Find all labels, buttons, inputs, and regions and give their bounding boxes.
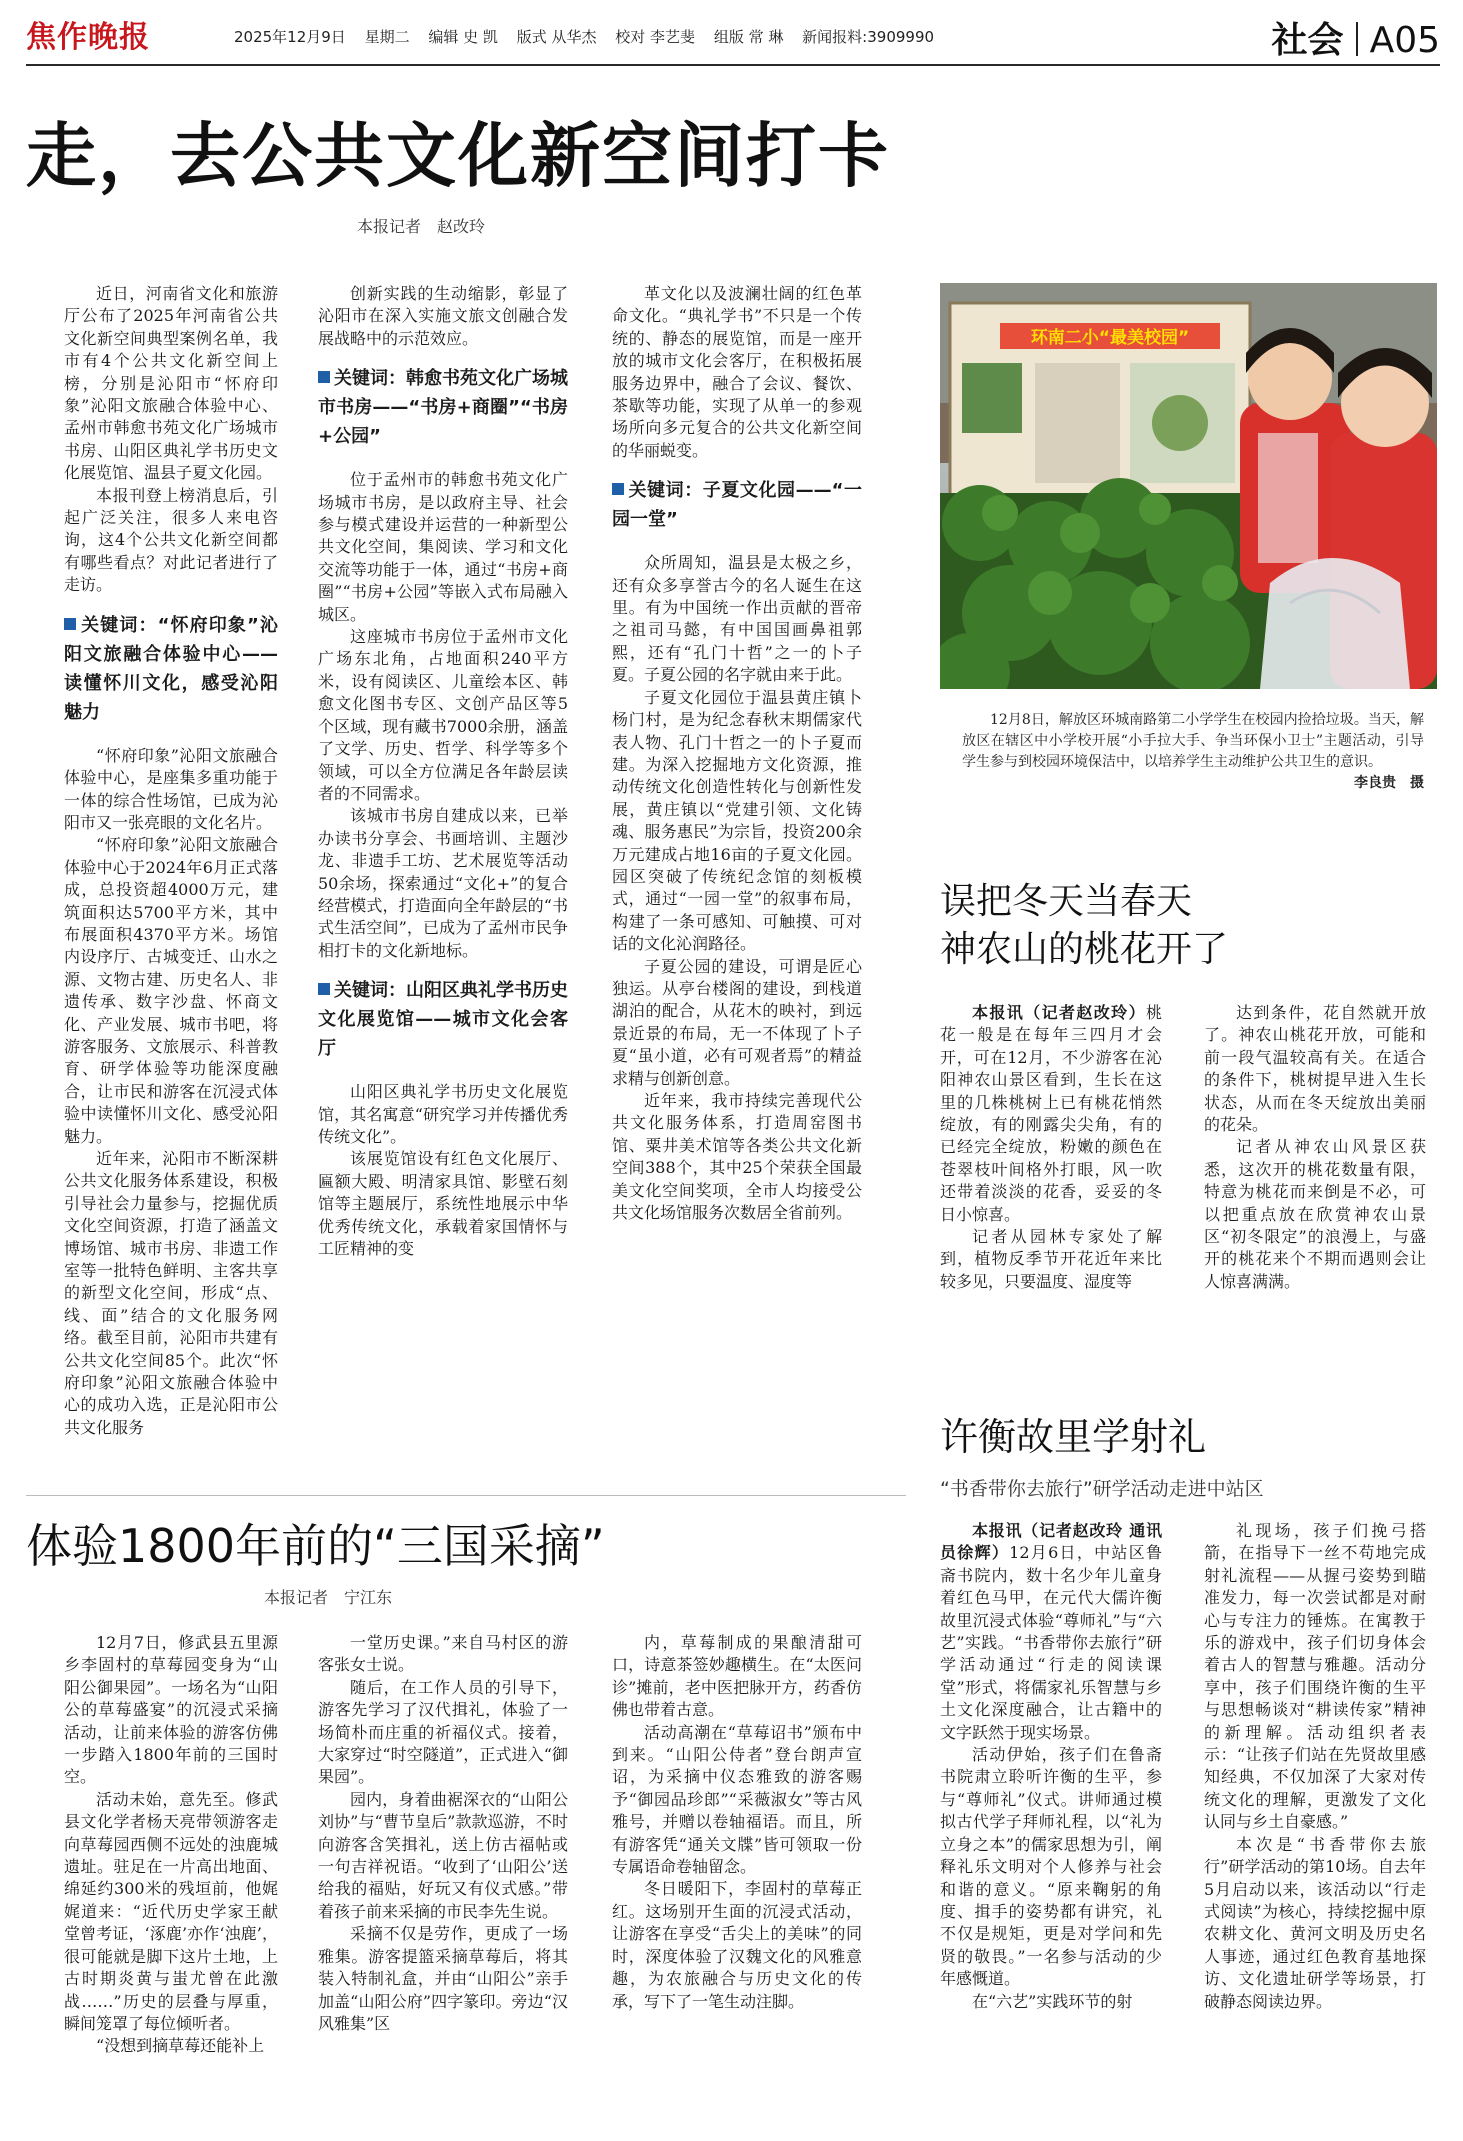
paragraph: 礼现场，孩子们挽弓搭箭，在指导下一丝不苟地完成射礼流程——从握弓姿势到瞄准发力，每一次尝试都是对耐心与专注力的锤炼。在寓教于乐的游戏中，孩子们切身体会着古人的智慧与雅趣。活动分享中，孩子们围绕许衡的生平与思想畅谈对“耕读传家”精神的新理解。活动组织者表示：“让孩子们站在先贤故里感知经典，不仅加深了大家对传统文化的理解，更激发了文化认同与乡土自豪感。”	[1204, 1521, 1426, 1832]
section-name: 社会	[1271, 20, 1344, 61]
keyword-square-icon	[318, 371, 330, 383]
paragraph: 园内，身着曲裾深衣的“山阳公刘协”与“曹节皇后”款款巡游，不时向游客含笑揖礼，送上仿古福帖或一句吉祥祝语。“收到了‘山阳公’送给我的福贴，好玩又有仪式感。”带着孩子前来采摘的市民李先生说。	[318, 1789, 568, 1921]
paragraph: 子夏公园的建设，可谓是匠心独运。从亭台楼阁的建设，到栈道湖泊的配合，从花木的映衬，到远景近景的布局，无一不体现了卜子夏“虽小道，必有可观者焉”的精益求精与创新创意。	[612, 956, 862, 1088]
headline-line: 神农山的桃花开了	[940, 929, 1229, 970]
page-number: A05	[1369, 20, 1440, 61]
paragraph: 本报讯（记者赵改玲）桃花一般是在每年三四月才会开，可在12月，不少游客在沁阳神农山景区看到，生长在这里的几株桃树上已有桃花悄然绽放，有的刚露尖尖角，有的已经完全绽放，粉嫩的颜色在苍翠枝叶间格外打眼，风一吹还带着淡淡的花香，妥妥的冬日小惊喜。	[940, 1003, 1162, 1224]
article2-headline	[940, 878, 1228, 974]
caption-text: 12月8日，解放区环城南路第二小学学生在校园内捡拾垃圾。当天，解放区在辖区中小学校开展“小手拉大手、争当环保小卫士”主题活动，引导学生参与到校园环境保洁中，以培养学生主动维护公共卫生的意识。	[962, 712, 1424, 770]
paragraph: 本报刊登上榜消息后，引起广泛关注，很多人来电咨询，这4个公共文化新空间都有哪些看点？对此记者进行了走访。	[64, 485, 278, 595]
paragraph: 众所周知，温县是太极之乡，还有众多享誉古今的名人诞生在这里。有为中国统一作出贡献的晋帝之祖司马懿，有中国国画鼻祖郭熙，还有“孔门十哲”之一的卜子夏。子夏公园的名字就由来于此。	[612, 553, 862, 685]
headline-line: 误把冬天当春天	[940, 881, 1193, 922]
paragraph: 山阳区典礼学书历史文化展览馆，其名寓意“研究学习并传播优秀传统文化”。	[318, 1082, 568, 1146]
article4-subtitle: “书香带你去旅行”研学活动走进中站区	[940, 1478, 1264, 1500]
photo-caption	[962, 710, 1424, 794]
article1-column-2	[318, 283, 568, 1463]
keyword-heading: 关键词：子夏文化园——“一园一堂”	[612, 480, 862, 531]
article3-column-1	[64, 1632, 278, 2132]
paragraph: 达到条件，花自然就开放了。神农山桃花开放，可能和前一段气温较高有关。在适合的条件下，桃树提早进入生长状态，从而在冬天绽放出美丽的花朵。	[1204, 1003, 1426, 1135]
paper-logo: 焦作晚报	[26, 20, 150, 55]
article2-column-1	[940, 1002, 1162, 1332]
photo-sign-text: 环南二小“最美校园”	[1030, 328, 1190, 348]
paragraph: 近日，河南省文化和旅游厅公布了2025年河南省公共文化新空间典型案例名单，我市有4个公共文化新空间上榜，分别是沁阳市“怀府印象”沁阳文旅融合体验中心、孟州市韩愈书苑文化广场城市书房、山阳区典礼学书历史文化展览馆、温县子夏文化园。	[64, 284, 278, 483]
keyword-heading: 关键词：“怀府印象”沁阳文旅融合体验中心——读懂怀川文化，感受沁阳魅力	[64, 614, 278, 723]
paragraph: 记者从神农山风景区获悉，这次开的桃花数量有限，特意为桃花而来倒是不必，可以把重点放在欣赏神农山景区“初冬限定”的浪漫上，与盛开的桃花来个不期而遇则会让人惊喜满满。	[1204, 1137, 1426, 1291]
article1-headline: 走，去公共文化新空间打卡	[26, 115, 890, 197]
article3-column-2	[318, 1632, 568, 2132]
photo-credit: 李良贵 摄	[1354, 775, 1424, 791]
students-picking-litter-photo	[940, 283, 1437, 689]
paragraph: 内，草莓制成的果酿清甜可口，诗意茶签妙趣横生。在“太医问诊”摊前，老中医把脉开方，药香仿佛也带着古意。	[612, 1633, 862, 1720]
article4-column-2	[1204, 1520, 1426, 2132]
paragraph: 活动高潮在“草莓诏书”颁布中到来。“山阳公侍者”登台朗声宣诏，为采摘中仪态雅致的游客赐予“御园品珍郎”“采薇淑女”等古风雅号，并赠以卷轴福语。而且，所有游客凭“通关文牒”皆可领取一份专属语命卷轴留念。	[612, 1722, 862, 1877]
article2-column-2	[1204, 1002, 1426, 1332]
paragraph: 活动未始，意先至。修武县文化学者杨天亮带领游客走向草莓园西侧不远处的浊鹿城遗址。驻足在一片高出地面、绵延约300米的残垣前，他娓娓道来：“近代历史学家王献堂曾考证，‘涿鹿’亦作‘浊鹿’，很可能就是脚下这片土地，上古时期炎黄与蚩尤曾在此激战……”历史的层叠与厚重，瞬间笼罩了每位倾听者。	[64, 1789, 278, 2033]
paragraph: 12月7日，修武县五里源乡李固村的草莓园变身为“山阳公御果园”。一场名为“山阳公的草莓盛宴”的沉浸式采摘活动，让前来体验的游客仿佛一步踏入1800年前的三国时空。	[64, 1633, 278, 1787]
paragraph: 近年来，我市持续完善现代公共文化服务体系，打造周窑图书馆、粟井美术馆等各类公共文化新空间388个，其中25个荣获全国最美文化空间奖项，全市人均接受公共文化场馆服务次数居全省前列。	[612, 1091, 862, 1223]
keyword-square-icon	[318, 983, 330, 995]
paragraph: 革文化以及波澜壮阔的红色革命文化。“典礼学书”不只是一个传统的、静态的展览馆，而是一座开放的城市文化会客厅，在积极拓展服务边界中，融合了会议、餐饮、茶歇等功能，实现了从单一的参观场所向多元复合的公共文化新空间的华丽蜕变。	[612, 284, 862, 460]
paragraph: 一堂历史课。”来自马村区的游客张女士说。	[318, 1633, 568, 1675]
keyword-heading: 关键词：韩愈书苑文化广场城市书房——“书房+商圈”“书房+公园”	[318, 368, 568, 448]
proof-credit: 校对 李艺斐	[615, 28, 696, 46]
article1-byline: 本报记者 赵改玲	[357, 217, 486, 236]
keyword-square-icon	[64, 618, 76, 630]
section-label	[1272, 12, 1440, 63]
issue-date: 2025年12月9日	[234, 28, 346, 46]
article4-column-1	[940, 1520, 1162, 2132]
paragraph: 活动伊始，孩子们在鲁斋书院肃立聆听许衡的生平，参与“尊师礼”仪式。讲师通过模拟古代学子拜师礼程，以“礼为立身之本”的儒家思想为引，阐释礼乐文明对个人修养与社会和谐的意义。“原来鞠躬的角度、揖手的姿势都有讲究，礼不仅是规矩，更是对学问和先贤的敬畏。”一名参与活动的少年感慨道。	[940, 1745, 1162, 1989]
paragraph: 位于孟州市的韩愈书苑文化广场城市书房，是以政府主导、社会参与模式建设并运营的一种新型公共文化空间，集阅读、学习和文化交流等功能于一体，通过“书房+商圈”“书房+公园”等嵌入式布局融入城区。	[318, 470, 568, 624]
paragraph: 子夏文化园位于温县黄庄镇卜杨门村，是为纪念春秋末期儒家代表人物、孔门十哲之一的卜子夏而建。为深入挖掘地方文化资源，推动传统文化创造性转化与创新性发展，黄庄镇以“党建引领、文化铸魂、服务惠民”为宗旨，投资200余万元建成占地16亩的子夏文化园。园区突破了传统纪念馆的刻板模式，通过“一园一堂”的叙事布局，构建了一条可感知、可触摸、可对话的文化沁润路径。	[612, 687, 862, 954]
typeset-credit: 组版 常 琳	[713, 28, 784, 46]
paragraph: 冬日暖阳下，李固村的草莓正红。这场别开生面的沉浸式活动，让游客在享受“舌尖上的美味”的同时，深度体验了汉魏文化的风雅意趣，为农旅融合与历史文化的传承，写下了一笔生动注脚。	[612, 1879, 862, 2011]
paragraph: 采摘不仅是劳作，更成了一场雅集。游客提篮采摘草莓后，将其装入特制礼盒，并由“山阳公”亲手加盖“山阳公府”四字篆印。旁边“汉风雅集”区	[318, 1924, 568, 2033]
paragraph: “怀府印象”沁阳文旅融合体验中心于2024年6月正式落成，总投资超4000万元，建筑面积达5700平方米，其中布展面积4370平方米。场馆内设序厅、古城变迁、山水之源、文物古建、历史名人、非遗传承、数字沙盘、怀商文化、产业发展、城市书吧，将游客服务、文旅展示、科普教育、研学体验等功能深度融合，让市民和游客在沉浸式体验中读懂怀川文化、感受沁阳魅力。	[64, 835, 278, 1146]
issue-meta	[234, 26, 948, 47]
layout-credit: 版式 从华杰	[516, 28, 597, 46]
keyword-heading: 关键词：山阳区典礼学书历史文化展览馆——城市文化会客厅	[318, 980, 568, 1060]
paragraph: 在“六艺”实践环节的射	[972, 1991, 1133, 2011]
paragraph: 近年来，沁阳市不断深耕公共文化服务体系建设，积极引导社会力量参与，挖掘优质文化空间资源，打造了涵盖文博场馆、城市书房、非遗工作室等一批特色鲜明、主客共享的新型文化空间，形成“点、线、面”结合的文化服务网络。截至目前，沁阳市共建有公共文化空间85个。此次“怀府印象”沁阳文旅融合体验中心的成功入选，正是沁阳市公共文化服务	[64, 1149, 278, 1437]
paragraph: 本次是“书香带你去旅行”研学活动的第10场。自去年5月启动以来，该活动以“行走式阅读”为核心，持续挖掘中原农耕文化、黄河文明及历史名人事迹，通过红色教育基地探访、文化遗址研学等场景，打破静态阅读边界。	[1204, 1834, 1426, 2011]
paragraph: 本报讯（记者赵改玲 通讯员徐辉）12月6日，中站区鲁斋书院内，数十名少年儿童身着红色马甲，在元代大儒许衡故里沉浸式体验“尊师礼”与“六艺”实践。“书香带你去旅行”研学活动通过“行走的阅读课堂”形式，将儒家礼乐智慧与乡土文化深度融合，让古籍中的文字跃然于现实场景。	[940, 1521, 1162, 1742]
paragraph: “没想到摘草莓还能补上	[96, 2036, 265, 2056]
article4-headline: 许衡故里学射礼	[940, 1415, 1207, 1459]
paragraph: “怀府印象”沁阳文旅融合体验中心，是座集多重功能于一体的综合性场馆，已成为沁阳市又一张亮眼的文化名片。	[64, 745, 278, 832]
article3-headline: 体验1800年前的“三国采摘”	[26, 1519, 605, 1573]
keyword-square-icon	[612, 483, 624, 495]
article1-column-1	[64, 283, 278, 1463]
paragraph: 创新实践的生动缩影，彰显了沁阳市在深入实施文旅文创融合发展战略中的示范效应。	[318, 284, 568, 348]
paragraph: 随后，在工作人员的引导下，游客先学习了汉代揖礼，体验了一场简朴而庄重的祈福仪式。接着，大家穿过“时空隧道”，正式进入“御果园”。	[318, 1677, 568, 1787]
news-photo	[940, 283, 1437, 689]
dateline: 本报讯（记者赵改玲）	[972, 1003, 1146, 1022]
paragraph: 该城市书房自建成以来，已举办读书分享会、书画培训、主题沙龙、非遗手工坊、艺术展览等活动50余场，探索通过“文化+”的复合经营模式，打造面向全年龄层的“书式生活空间”，已成为了孟州市民争相打卡的文化新地标。	[318, 806, 568, 960]
issue-weekday: 星期二	[364, 28, 410, 46]
paragraph: 记者从园林专家处了解到，植物反季节开花近年来比较多见，只要温度、湿度等	[940, 1227, 1162, 1291]
section-divider-line	[26, 1495, 906, 1496]
news-hotline: 新闻报料:3909990	[802, 28, 935, 46]
article3-byline: 本报记者 宁江东	[264, 1588, 393, 1607]
masthead-rule	[26, 64, 1440, 66]
article3-column-3	[612, 1632, 862, 2132]
paragraph: 该展览馆设有红色文化展厅、匾额大殿、明清家具馆、影壁石刻馆等主题展厅，系统性地展示中华优秀传统文化，承载着家国情怀与工匠精神的变	[318, 1149, 568, 1258]
paragraph: 这座城市书房位于孟州市文化广场东北角，占地面积240平方米，设有阅读区、儿童绘本区、韩愈文化图书专区、文创产品区等5个区域，现有藏书7000余册，涵盖了文学、历史、哲学、科学等多个领域，可以全方位满足各年龄层读者的不同需求。	[318, 627, 568, 803]
article1-column-3	[612, 283, 862, 1463]
masthead	[26, 12, 1440, 61]
editor-credit: 编辑 史 凯	[428, 28, 498, 46]
section-divider	[1356, 22, 1358, 56]
dateline: 本报讯（记者赵改玲 通讯员徐辉）	[940, 1521, 1162, 1563]
